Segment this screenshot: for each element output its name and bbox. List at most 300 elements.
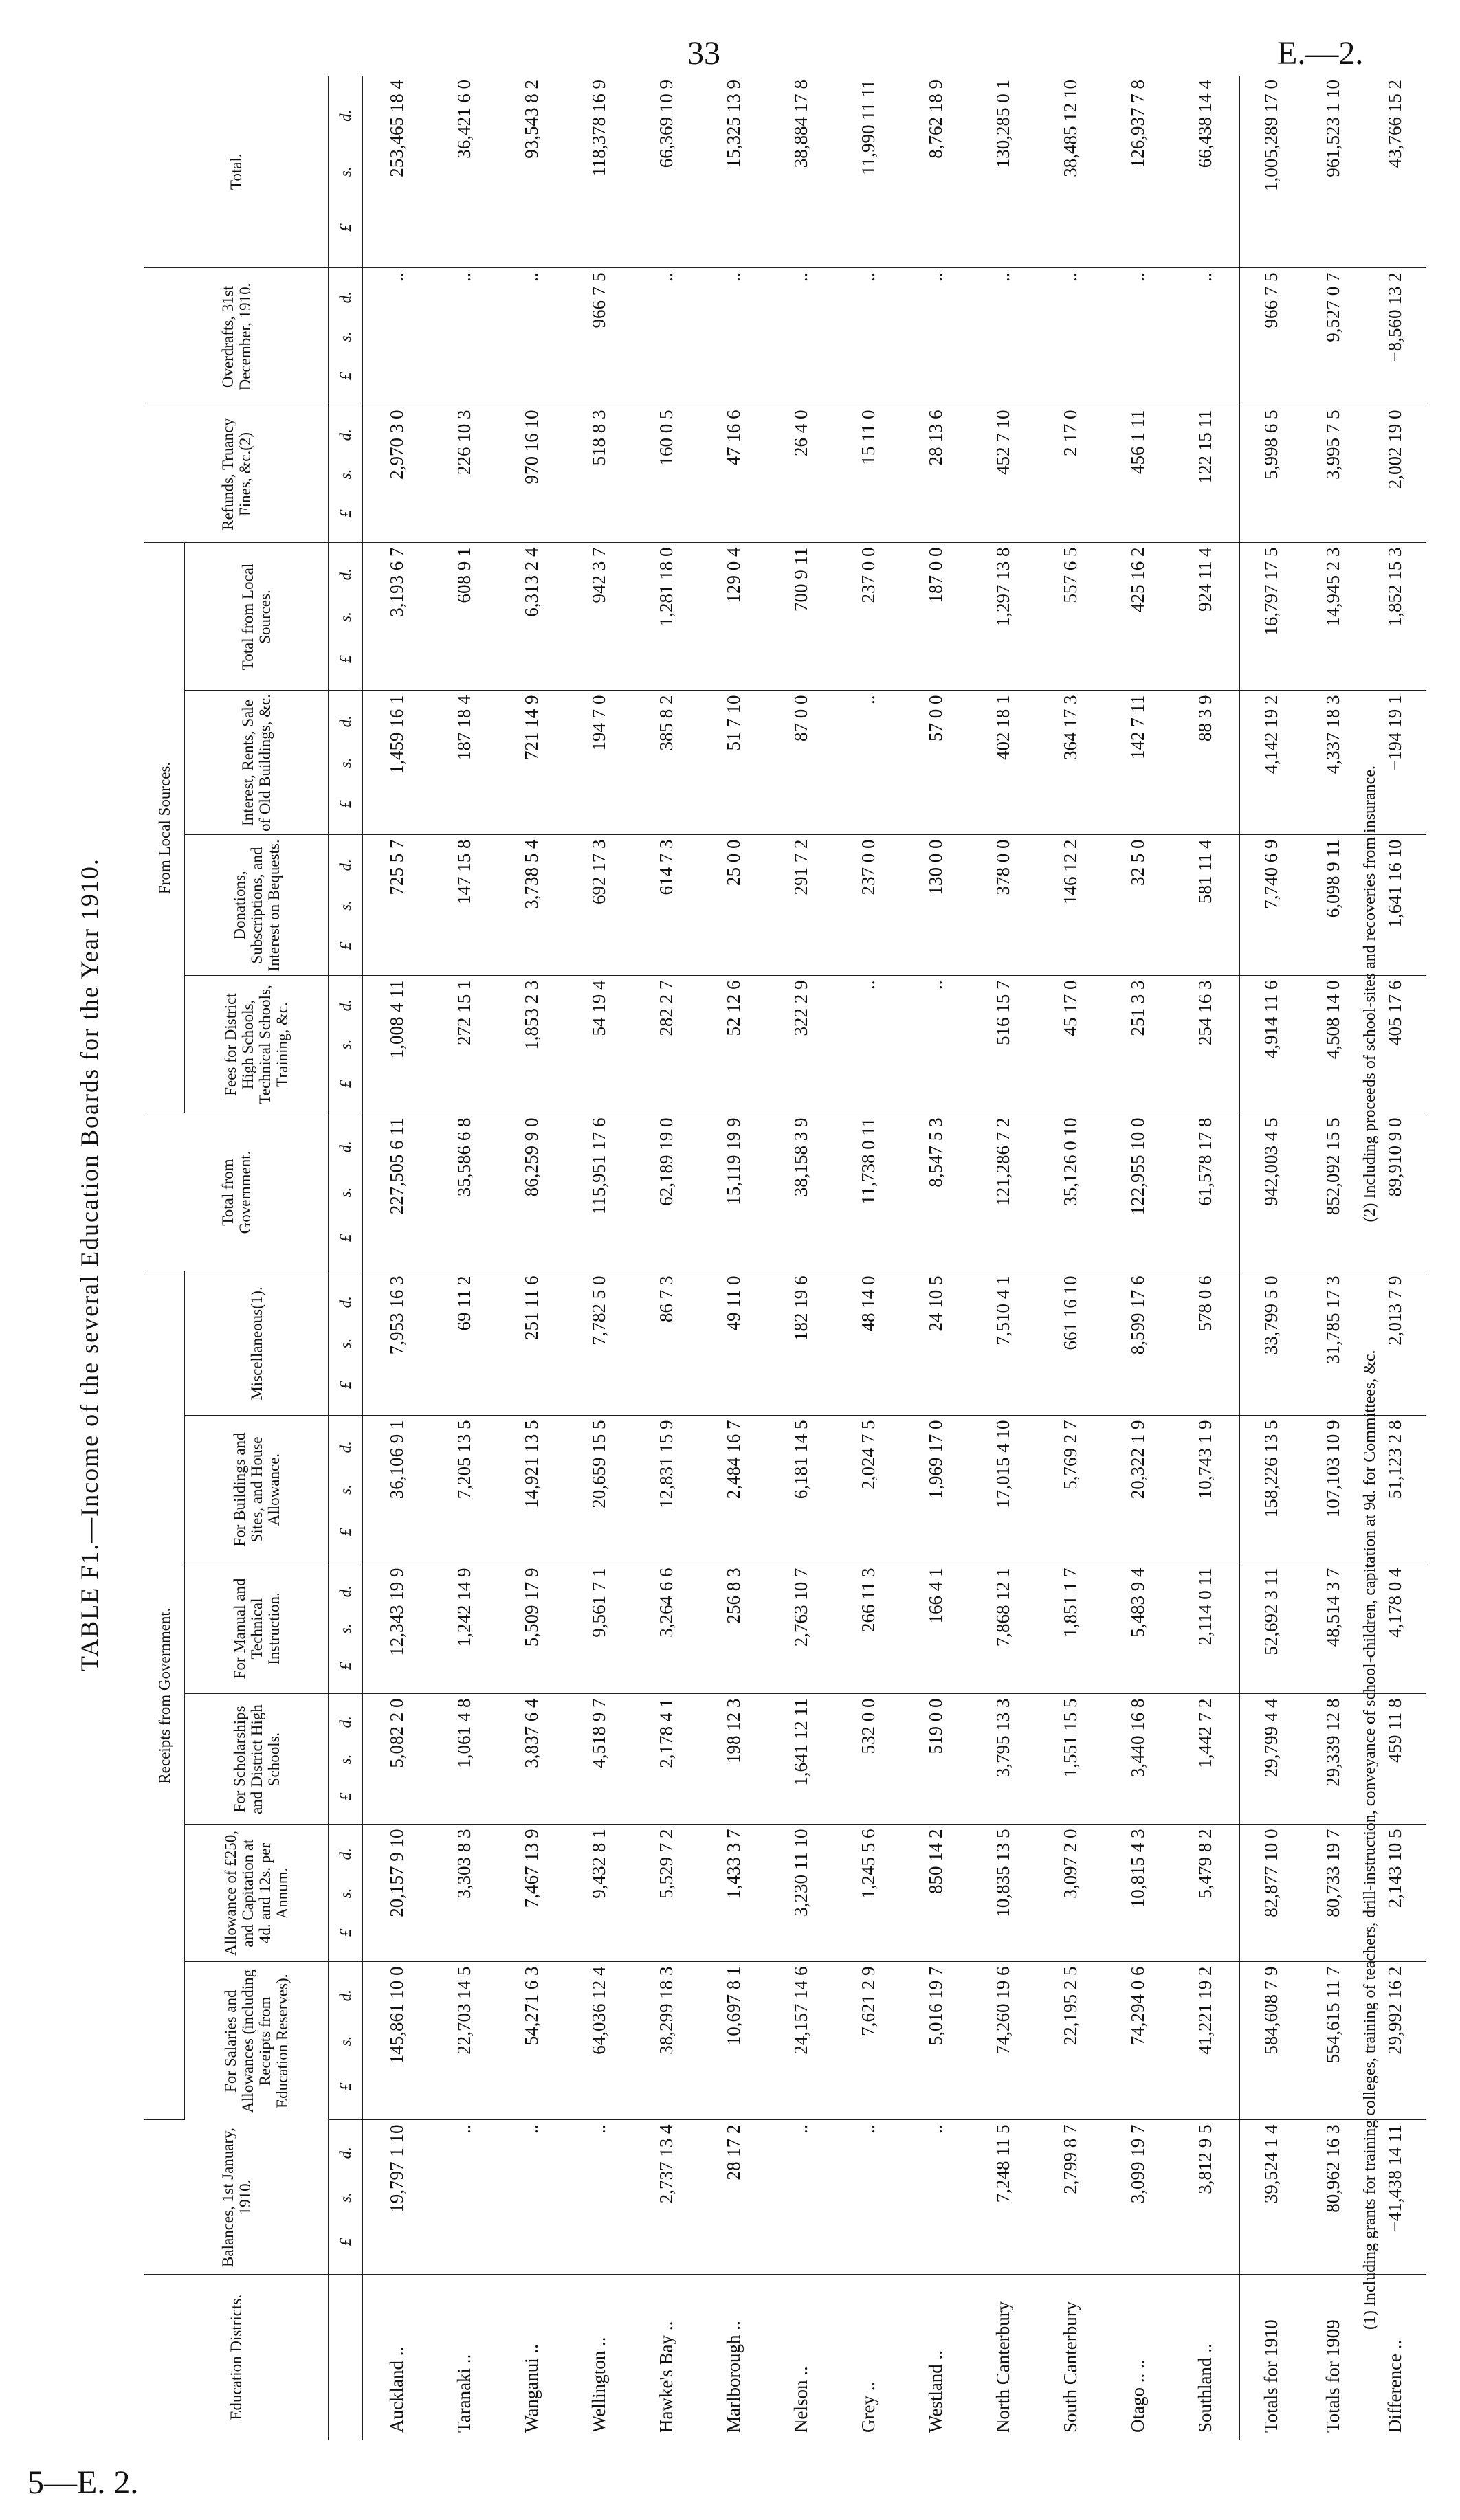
value-cell-fees: .. — [902, 976, 969, 1113]
value-cell-interest: 87 0 0 — [767, 691, 834, 835]
district-cell: Westland .. — [925, 2350, 946, 2433]
value-cell-buildings: 1,969 17 0 — [902, 1416, 969, 1563]
value-cell-allowance: 82,877 10 0 — [1239, 1825, 1302, 1962]
unit-label: £ — [336, 1080, 354, 1089]
value-cell-refunds: 26 4 0 — [767, 405, 834, 543]
value-cell-salaries: 64,036 12 4 — [565, 1962, 632, 2120]
unit-label: d. — [336, 1296, 354, 1308]
value-cell-interest: 1,459 16 1 — [362, 691, 430, 835]
page-reference: E.—2. — [1277, 35, 1364, 71]
unit-label: d. — [336, 1585, 354, 1598]
value-cell-allowance: 9,432 8 1 — [565, 1825, 632, 1962]
unit-label: d. — [336, 429, 354, 441]
value-cell-salaries: 54,271 6 3 — [498, 1962, 565, 2120]
value-cell-manual: 2,114 0 11 — [1171, 1563, 1239, 1694]
value-cell-allowance: 10,835 13 5 — [969, 1825, 1037, 1962]
value-cell-manual: 266 11 3 — [834, 1563, 902, 1694]
value-cell-total_local: 557 6 5 — [1037, 543, 1104, 691]
value-cell-refunds: 2 17 0 — [1037, 405, 1104, 543]
value-cell-refunds: 2,002 19 0 — [1364, 405, 1426, 543]
totals-row — [1302, 76, 1364, 2440]
value-cell-salaries: 7,621 2 9 — [834, 1962, 902, 2120]
value-cell-total: 38,884 17 8 — [767, 76, 834, 268]
value-cell-total: 253,465 18 4 — [362, 76, 430, 268]
value-cell-buildings: 51,123 2 8 — [1364, 1416, 1426, 1563]
value-cell-allowance: 1,245 5 6 — [834, 1825, 902, 1962]
value-cell-scholarships: 29,339 12 8 — [1302, 1694, 1364, 1825]
table-row — [1104, 76, 1171, 2440]
value-cell-misc: 7,510 4 1 — [969, 1271, 1037, 1416]
unit-label: £ — [336, 1792, 354, 1801]
unit-label: £ — [336, 223, 354, 232]
value-cell-interest: 194 7 0 — [565, 691, 632, 835]
value-cell-scholarships: 4,518 9 7 — [565, 1694, 632, 1825]
table-row — [969, 76, 1037, 2440]
value-cell-interest: 142 7 11 — [1104, 691, 1171, 835]
value-cell-fees: 45 17 0 — [1037, 976, 1104, 1113]
value-cell-manual: 3,264 6 6 — [632, 1563, 700, 1694]
footnote-1: (1) Including grants for training colleges, training of teachers, drill-instruction, conveyance of school-children, capitation at 9d. for Committees, &c. — [1361, 1350, 1379, 2330]
district-cell: Totals for 1909 — [1322, 2319, 1343, 2433]
value-cell-allowance: 850 14 2 — [902, 1825, 969, 1962]
table-row — [767, 76, 834, 2440]
value-cell-overdrafts: .. — [1171, 268, 1239, 405]
value-cell-misc: 7,782 5 0 — [565, 1271, 632, 1416]
value-cell-scholarships: 532 0 0 — [834, 1694, 902, 1825]
unit-cell-total_local — [329, 543, 363, 691]
district-cell: Difference .. — [1384, 2339, 1405, 2433]
value-cell-balances: .. — [565, 2120, 632, 2275]
value-cell-fees: 251 3 3 — [1104, 976, 1171, 1113]
table-body — [362, 76, 1426, 2440]
value-cell-buildings: 6,181 14 5 — [767, 1416, 834, 1563]
unit-label: d. — [336, 715, 354, 728]
header-donations: Donations, Subscriptions, and Interest on Bequests. — [185, 835, 329, 976]
value-cell-misc: 8,599 17 6 — [1104, 1271, 1171, 1416]
value-cell-manual: 256 8 3 — [700, 1563, 767, 1694]
totals-row — [1239, 76, 1302, 2440]
footnotes — [1361, 76, 1395, 2330]
unit-label: d. — [336, 109, 354, 122]
value-cell-donations: 614 7 3 — [632, 835, 700, 976]
table-row — [362, 76, 430, 2440]
value-cell-donations: 1,641 16 10 — [1364, 835, 1426, 976]
value-cell-interest: 364 17 3 — [1037, 691, 1104, 835]
value-cell-fees: 4,508 14 0 — [1302, 976, 1364, 1113]
value-cell-manual: 12,343 19 9 — [362, 1563, 430, 1694]
value-cell-total_gov: 61,578 17 8 — [1171, 1113, 1239, 1271]
value-cell-balances: −41,438 14 11 — [1364, 2120, 1426, 2275]
value-cell-misc: 251 11 6 — [498, 1271, 565, 1416]
income-table — [144, 76, 1426, 2440]
value-cell-refunds: 970 16 10 — [498, 405, 565, 543]
value-cell-total_gov: 11,738 0 11 — [834, 1113, 902, 1271]
table-row — [1037, 76, 1104, 2440]
value-cell-salaries: 74,260 19 6 — [969, 1962, 1037, 2120]
value-cell-total: 126,937 7 8 — [1104, 76, 1171, 268]
value-cell-buildings: 2,024 7 5 — [834, 1416, 902, 1563]
value-cell-allowance: 10,815 4 3 — [1104, 1825, 1171, 1962]
value-cell-total_local: 1,297 13 8 — [969, 543, 1037, 691]
unit-label: d. — [336, 2147, 354, 2159]
value-cell-donations: 7,740 6 9 — [1239, 835, 1302, 976]
value-cell-total_local: 700 9 11 — [767, 543, 834, 691]
value-cell-buildings: 36,106 9 1 — [362, 1416, 430, 1563]
value-cell-fees: 1,008 4 11 — [362, 976, 430, 1113]
page-number: 33 — [687, 35, 720, 71]
value-cell-fees: 322 2 9 — [767, 976, 834, 1113]
header-total: Total. — [144, 76, 329, 268]
value-cell-total_local: 16,797 17 5 — [1239, 543, 1302, 691]
value-cell-donations: 6,098 9 11 — [1302, 835, 1364, 976]
unit-cell-donations — [329, 835, 363, 976]
value-cell-total: 15,325 13 9 — [700, 76, 767, 268]
value-cell-total_local: 6,313 2 4 — [498, 543, 565, 691]
unit-cell-refunds — [329, 405, 363, 543]
value-cell-total: 93,543 8 2 — [498, 76, 565, 268]
value-cell-interest: 88 3 9 — [1171, 691, 1239, 835]
value-cell-scholarships: 3,440 16 8 — [1104, 1694, 1171, 1825]
value-cell-donations: 237 0 0 — [834, 835, 902, 976]
value-cell-interest: 51 7 10 — [700, 691, 767, 835]
header-scholarships: For Scholarships and District High Schools. — [185, 1694, 329, 1825]
value-cell-total_local: 129 0 4 — [700, 543, 767, 691]
value-cell-balances: 3,099 19 7 — [1104, 2120, 1171, 2275]
value-cell-misc: 48 14 0 — [834, 1271, 902, 1416]
value-cell-total_gov: 942,003 4 5 — [1239, 1113, 1302, 1271]
header-interest: Interest, Rents, Sale of Old Buildings, &c. — [185, 691, 329, 835]
value-cell-scholarships: 459 11 8 — [1364, 1694, 1426, 1825]
value-cell-balances: 2,799 8 7 — [1037, 2120, 1104, 2275]
value-cell-overdrafts: .. — [902, 268, 969, 405]
unit-label: s. — [336, 612, 354, 622]
value-cell-manual: 166 4 1 — [902, 1563, 969, 1694]
value-cell-buildings: 10,743 1 9 — [1171, 1416, 1239, 1563]
value-cell-refunds: 452 7 10 — [969, 405, 1037, 543]
value-cell-fees: 4,914 11 6 — [1239, 976, 1302, 1113]
value-cell-scholarships: 3,837 6 4 — [498, 1694, 565, 1825]
value-cell-total_gov: 115,951 17 6 — [565, 1113, 632, 1271]
unit-label: £ — [336, 1528, 354, 1537]
value-cell-manual: 7,868 12 1 — [969, 1563, 1037, 1694]
value-cell-balances: 80,962 16 3 — [1302, 2120, 1364, 2275]
value-cell-total_gov: 121,286 7 2 — [969, 1113, 1037, 1271]
value-cell-donations: 25 0 0 — [700, 835, 767, 976]
value-cell-overdrafts: 966 7 5 — [565, 268, 632, 405]
unit-cell-balances — [329, 2120, 363, 2275]
unit-cell-salaries — [329, 1962, 363, 2120]
value-cell-total_gov: 35,586 6 8 — [430, 1113, 498, 1271]
value-cell-total: 1,005,289 17 0 — [1239, 76, 1302, 268]
value-cell-salaries: 584,608 7 9 — [1239, 1962, 1302, 2120]
value-cell-overdrafts: .. — [498, 268, 565, 405]
rotated-table-area — [69, 62, 1409, 2467]
value-cell-allowance: 80,733 19 7 — [1302, 1825, 1364, 1962]
value-cell-allowance: 2,143 10 5 — [1364, 1825, 1426, 1962]
value-cell-fees: 516 15 7 — [969, 976, 1037, 1113]
value-cell-total_gov: 35,126 0 10 — [1037, 1113, 1104, 1271]
table-row — [430, 76, 498, 2440]
value-cell-refunds: 28 13 6 — [902, 405, 969, 543]
unit-cell-total_gov — [329, 1113, 363, 1271]
value-cell-total_gov: 15,119 19 9 — [700, 1113, 767, 1271]
value-cell-allowance: 20,157 9 10 — [362, 1825, 430, 1962]
value-cell-manual: 1,242 14 9 — [430, 1563, 498, 1694]
unit-cell-interest — [329, 691, 363, 835]
unit-label: £ — [336, 1381, 354, 1390]
value-cell-allowance: 3,303 8 3 — [430, 1825, 498, 1962]
value-cell-donations: 147 15 8 — [430, 835, 498, 976]
value-cell-fees: 254 16 3 — [1171, 976, 1239, 1113]
unit-label: d. — [336, 999, 354, 1012]
value-cell-total_local: 942 3 7 — [565, 543, 632, 691]
value-cell-balances: 19,797 1 10 — [362, 2120, 430, 2275]
value-cell-total: 11,990 11 11 — [834, 76, 902, 268]
unit-label: d. — [336, 568, 354, 581]
district-cell: Wanganui .. — [520, 2343, 542, 2433]
value-cell-interest: .. — [834, 691, 902, 835]
value-cell-salaries: 5,016 19 7 — [902, 1962, 969, 2120]
value-cell-interest: 402 18 1 — [969, 691, 1037, 835]
value-cell-misc: 24 10 5 — [902, 1271, 969, 1416]
value-cell-salaries: 74,294 0 6 — [1104, 1962, 1171, 2120]
table-row — [834, 76, 902, 2440]
value-cell-refunds: 518 8 3 — [565, 405, 632, 543]
unit-label: £ — [336, 2238, 354, 2246]
district-cell: Grey .. — [857, 2381, 878, 2433]
unit-label: £ — [336, 2082, 354, 2091]
unit-cell-fees — [329, 976, 363, 1113]
unit-label: s. — [336, 1623, 354, 1634]
value-cell-overdrafts: −8,560 13 2 — [1364, 268, 1426, 405]
unit-label: d. — [336, 1441, 354, 1453]
value-cell-misc: 69 11 2 — [430, 1271, 498, 1416]
value-cell-refunds: 5,998 6 5 — [1239, 405, 1302, 543]
footnote-2: (2) Including proceeds of school-sites and recoveries from insurance. — [1361, 766, 1379, 1223]
value-cell-overdrafts: .. — [700, 268, 767, 405]
value-cell-total_local: 3,193 6 7 — [362, 543, 430, 691]
unit-label: £ — [336, 655, 354, 664]
value-cell-allowance: 1,433 3 7 — [700, 1825, 767, 1962]
value-cell-total: 66,438 14 4 — [1171, 76, 1239, 268]
value-cell-total: 43,766 15 2 — [1364, 76, 1426, 268]
unit-cell-scholarships — [329, 1694, 363, 1825]
value-cell-balances: .. — [498, 2120, 565, 2275]
table-row — [565, 76, 632, 2440]
value-cell-fees: 54 19 4 — [565, 976, 632, 1113]
value-cell-donations: 291 7 2 — [767, 835, 834, 976]
value-cell-misc: 2,013 7 9 — [1364, 1271, 1426, 1416]
value-cell-total_gov: 852,092 15 5 — [1302, 1113, 1364, 1271]
value-cell-salaries: 22,195 2 5 — [1037, 1962, 1104, 2120]
table-row — [1171, 76, 1239, 2440]
value-cell-allowance: 3,230 11 10 — [767, 1825, 834, 1962]
value-cell-buildings: 7,205 13 5 — [430, 1416, 498, 1563]
unit-label: s. — [336, 757, 354, 768]
unit-label: s. — [336, 331, 354, 342]
unit-label: d. — [336, 1141, 354, 1153]
unit-label: £ — [336, 941, 354, 950]
value-cell-buildings: 2,484 16 7 — [700, 1416, 767, 1563]
value-cell-scholarships: 1,442 7 2 — [1171, 1694, 1239, 1825]
value-cell-salaries: 24,157 14 6 — [767, 1962, 834, 2120]
value-cell-salaries: 10,697 8 1 — [700, 1962, 767, 2120]
header-district: Education Districts. — [144, 2275, 329, 2440]
unit-label: £ — [336, 509, 354, 518]
value-cell-fees: 405 17 6 — [1364, 976, 1426, 1113]
value-cell-refunds: 122 15 11 — [1171, 405, 1239, 543]
header-overdrafts: Overdrafts, 31st December, 1910. — [144, 268, 329, 405]
unit-label: d. — [336, 291, 354, 304]
value-cell-balances: 7,248 11 5 — [969, 2120, 1037, 2275]
value-cell-misc: 578 0 6 — [1171, 1271, 1239, 1416]
value-cell-buildings: 5,769 2 7 — [1037, 1416, 1104, 1563]
value-cell-donations: 378 0 0 — [969, 835, 1037, 976]
value-cell-refunds: 3,995 7 5 — [1302, 405, 1364, 543]
value-cell-buildings: 158,226 13 5 — [1239, 1416, 1302, 1563]
value-cell-scholarships: 2,178 4 1 — [632, 1694, 700, 1825]
header-salaries: For Salaries and Allowances (including Receipts from Education Reserves). — [185, 1962, 329, 2120]
value-cell-total_local: 608 9 1 — [430, 543, 498, 691]
value-cell-salaries: 22,703 14 5 — [430, 1962, 498, 2120]
value-cell-total_gov: 62,189 19 0 — [632, 1113, 700, 1271]
value-cell-fees: 1,853 2 3 — [498, 976, 565, 1113]
unit-cell-manual — [329, 1563, 363, 1694]
value-cell-allowance: 5,529 7 2 — [632, 1825, 700, 1962]
value-cell-interest: 385 8 2 — [632, 691, 700, 835]
unit-label: £ — [336, 1234, 354, 1242]
value-cell-total_local: 924 11 4 — [1171, 543, 1239, 691]
value-cell-overdrafts: .. — [1037, 268, 1104, 405]
value-cell-interest: 57 0 0 — [902, 691, 969, 835]
header-balances: Balances, 1st January, 1910. — [144, 2120, 329, 2275]
district-cell: Marlborough .. — [722, 2321, 744, 2433]
unit-label: s. — [336, 2192, 354, 2203]
unit-label: £ — [336, 800, 354, 809]
table-row — [498, 76, 565, 2440]
value-cell-misc: 33,799 5 0 — [1239, 1271, 1302, 1416]
value-cell-fees: 52 12 6 — [700, 976, 767, 1113]
unit-cell-buildings — [329, 1416, 363, 1563]
value-cell-overdrafts: .. — [430, 268, 498, 405]
value-cell-scholarships: 519 0 0 — [902, 1694, 969, 1825]
value-cell-allowance: 7,467 13 9 — [498, 1825, 565, 1962]
value-cell-total_local: 187 0 0 — [902, 543, 969, 691]
header-miscellaneous: Miscellaneous(1). — [185, 1271, 329, 1416]
value-cell-buildings: 20,659 15 5 — [565, 1416, 632, 1563]
value-cell-total: 38,485 12 10 — [1037, 76, 1104, 268]
value-cell-overdrafts: .. — [362, 268, 430, 405]
header-refunds: Refunds, Truancy Fines, &c.(2) — [144, 405, 329, 543]
value-cell-buildings: 17,015 4 10 — [969, 1416, 1037, 1563]
district-cell: Southland .. — [1194, 2343, 1215, 2433]
unit-label: s. — [336, 1754, 354, 1765]
value-cell-total_local: 1,281 18 0 — [632, 543, 700, 691]
value-cell-manual: 5,509 17 9 — [498, 1563, 565, 1694]
value-cell-salaries: 145,861 10 0 — [362, 1962, 430, 2120]
district-cell: Otago .. .. — [1127, 2359, 1148, 2433]
value-cell-manual: 4,178 0 4 — [1364, 1563, 1426, 1694]
value-cell-buildings: 12,831 15 9 — [632, 1416, 700, 1563]
value-cell-manual: 1,851 1 7 — [1037, 1563, 1104, 1694]
unit-label: d. — [336, 1989, 354, 2002]
value-cell-donations: 32 5 0 — [1104, 835, 1171, 976]
value-cell-overdrafts: .. — [1104, 268, 1171, 405]
header-total-government: Total from Government. — [144, 1113, 329, 1271]
value-cell-total_gov: 38,158 3 9 — [767, 1113, 834, 1271]
value-cell-balances: .. — [834, 2120, 902, 2275]
value-cell-salaries: 29,992 16 2 — [1364, 1962, 1426, 2120]
value-cell-total_local: 14,945 2 3 — [1302, 543, 1364, 691]
value-cell-refunds: 160 0 5 — [632, 405, 700, 543]
value-cell-overdrafts: .. — [834, 268, 902, 405]
value-cell-total_gov: 86,259 9 0 — [498, 1113, 565, 1271]
value-cell-misc: 49 11 0 — [700, 1271, 767, 1416]
unit-cell-blank — [329, 2275, 363, 2440]
unit-cell-total — [329, 76, 363, 268]
value-cell-total_gov: 89,910 9 0 — [1364, 1113, 1426, 1271]
value-cell-donations: 146 12 2 — [1037, 835, 1104, 976]
value-cell-total_local: 237 0 0 — [834, 543, 902, 691]
unit-label: s. — [336, 1187, 354, 1198]
value-cell-fees: .. — [834, 976, 902, 1113]
value-cell-overdrafts: .. — [632, 268, 700, 405]
value-cell-interest: 4,142 19 2 — [1239, 691, 1302, 835]
value-cell-scholarships: 198 12 3 — [700, 1694, 767, 1825]
value-cell-overdrafts: 9,527 0 7 — [1302, 268, 1364, 405]
district-cell: Taranaki .. — [453, 2354, 474, 2433]
value-cell-refunds: 456 1 11 — [1104, 405, 1171, 543]
header-allowance: Allowance of £250, and Capitation at 4d. and 12s. per Annum. — [185, 1825, 329, 1962]
unit-label: s. — [336, 469, 354, 480]
value-cell-buildings: 14,921 13 5 — [498, 1416, 565, 1563]
table-row — [700, 76, 767, 2440]
unit-cell-misc — [329, 1271, 363, 1416]
value-cell-misc: 7,953 16 3 — [362, 1271, 430, 1416]
unit-label: s. — [336, 166, 354, 177]
value-cell-balances: .. — [902, 2120, 969, 2275]
value-cell-refunds: 2,970 3 0 — [362, 405, 430, 543]
value-cell-buildings: 107,103 10 9 — [1302, 1416, 1364, 1563]
value-cell-scholarships: 1,551 15 5 — [1037, 1694, 1104, 1825]
unit-label: s. — [336, 1888, 354, 1899]
unit-label: s. — [336, 1039, 354, 1050]
value-cell-refunds: 15 11 0 — [834, 405, 902, 543]
value-cell-refunds: 226 10 3 — [430, 405, 498, 543]
value-cell-total_gov: 8,547 5 3 — [902, 1113, 969, 1271]
value-cell-donations: 581 11 4 — [1171, 835, 1239, 976]
value-cell-overdrafts: .. — [767, 268, 834, 405]
value-cell-donations: 130 0 0 — [902, 835, 969, 976]
header-fees: Fees for District High Schools, Technical Schools, Training, &c. — [185, 976, 329, 1113]
value-cell-total_local: 1,852 15 3 — [1364, 543, 1426, 691]
unit-label: £ — [336, 1928, 354, 1937]
district-cell: Auckland .. — [362, 2275, 430, 2440]
value-cell-total: 66,369 10 9 — [632, 76, 700, 268]
unit-label: £ — [336, 1662, 354, 1671]
value-cell-salaries: 41,221 19 2 — [1171, 1962, 1239, 2120]
table-title: TABLE F1.—Income of the several Education Boards for the Year 1910. — [76, 858, 103, 1671]
district-cell: Hawke's Bay .. — [655, 2321, 676, 2433]
district-cell: Totals for 1910 — [1239, 2275, 1302, 2440]
value-cell-overdrafts: 966 7 5 — [1239, 268, 1302, 405]
value-cell-scholarships: 1,061 4 8 — [430, 1694, 498, 1825]
value-cell-balances: 3,812 9 5 — [1171, 2120, 1239, 2275]
value-cell-misc: 31,785 17 3 — [1302, 1271, 1364, 1416]
value-cell-total: 118,378 16 9 — [565, 76, 632, 268]
value-cell-total_gov: 122,955 10 0 — [1104, 1113, 1171, 1271]
header-group-local: From Local Sources. — [144, 543, 185, 1113]
